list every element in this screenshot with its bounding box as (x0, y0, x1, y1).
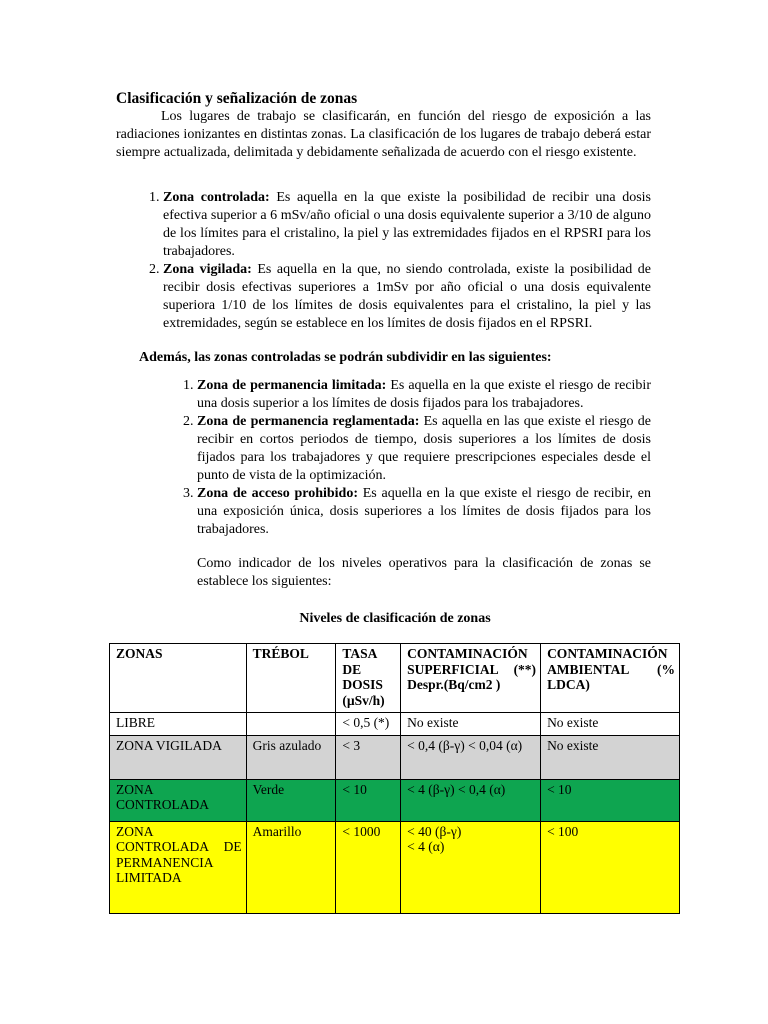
subzone-description: Es aquella en la que existe el riesgo de recibir una dosis superior a los límites de dosis fijados para los trabajadores. (197, 378, 651, 411)
table-row (110, 821, 680, 913)
zone-description: Es aquella en la que existe la posibilidad de recibir una dosis efectiva superior a 6 mSv/año oficial o una dosis equivalente superior a 3/10 de alguno de los límites para el cristalino, la piel y las extremidades fijados en el RPSRI para los trabajadores. (163, 190, 651, 259)
header-contaminacion-superficial: CONTAMINACIÓN SUPERFICIAL (**) Despr.(Bq/cm2 ) (401, 644, 541, 713)
table-cell: Gris azulado (246, 735, 336, 779)
table-cell: < 1000 (336, 821, 401, 913)
table-row (110, 735, 680, 779)
table-cell: No existe (541, 713, 680, 736)
table-cell: < 10 (541, 779, 680, 821)
list-item (163, 261, 651, 333)
section-heading: Clasificación y señalización de zonas (116, 90, 358, 107)
table-cell: Verde (246, 779, 336, 821)
table-header-row (110, 644, 680, 713)
zone-term: Zona vigilada: (163, 262, 252, 277)
zone-term: Zona controlada: (163, 190, 270, 205)
table-row (110, 779, 680, 821)
table-cell: < 40 (β-γ) < 4 (α) (401, 821, 541, 913)
table-cell: < 10 (336, 779, 401, 821)
zones-table (109, 643, 680, 914)
table-title: Niveles de clasificación de zonas (299, 611, 491, 626)
table-cell: < 4 (β-γ) < 0,4 (α) (401, 779, 541, 821)
table-cell: Amarillo (246, 821, 336, 913)
table-cell: < 3 (336, 735, 401, 779)
header-trebol: TRÉBOL (246, 644, 336, 713)
table-cell: < 100 (541, 821, 680, 913)
list-item (197, 485, 651, 539)
subzone-term: Zona de permanencia reglamentada: (197, 414, 420, 429)
header-tasa-dosis: TASA DE DOSIS (µSv/h) (336, 644, 401, 713)
table-cell (246, 713, 336, 736)
subzone-description: Es aquella en las que existe el riesgo de recibir en cortos periodos de tiempo, dosis superiores a los límites de dosis fijados para los trabajadores y que requiere prescripciones especiales desde el punto de vista de la optimización. (197, 414, 651, 483)
table-cell: ZONA CONTROLADA DE PERMANENCIA LIMITADA (110, 821, 247, 913)
zone-list (163, 189, 651, 333)
subzone-description: Es aquella en la que existe el riesgo de recibir, en una exposición única, dosis superiores a los límites de dosis fijados para los trabajadores. (197, 486, 651, 537)
header-contaminacion-ambiental: CONTAMINACIÓN AMBIENTAL (% LDCA) (541, 644, 680, 713)
table-cell: No existe (401, 713, 541, 736)
header-zonas: ZONAS (110, 644, 247, 713)
subzone-term: Zona de acceso prohibido: (197, 486, 358, 501)
subdivision-heading: Además, las zonas controladas se podrán subdividir en las siguientes: (139, 350, 552, 365)
closing-paragraph: Como indicador de los niveles operativos para la clasificación de zonas se establece los siguientes: (197, 556, 651, 589)
table-cell: LIBRE (110, 713, 247, 736)
table-cell: No existe (541, 735, 680, 779)
table-cell: < 0,4 (β-γ) < 0,04 (α) (401, 735, 541, 779)
table-cell: < 0,5 (*) (336, 713, 401, 736)
table-cell: ZONA CONTROLADA (110, 779, 247, 821)
table-cell: ZONA VIGILADA (110, 735, 247, 779)
subzone-term: Zona de permanencia limitada: (197, 378, 387, 393)
subzone-list (197, 377, 651, 539)
list-item (163, 189, 651, 261)
table-row (110, 713, 680, 736)
list-item (197, 413, 651, 485)
zone-description: Es aquella en la que, no siendo controlada, existe la posibilidad de recibir dosis efectivas superiores a 1mSv por año oficial o una dosis equivalente superiora 1/10 de los límites de dosis equivalentes para el cristalino, la piel y las extremidades, según se establece en los límites de dosis fijados en el RPSRI. (163, 262, 651, 331)
intro-paragraph: Los lugares de trabajo se clasificarán, en función del riesgo de exposición a las radiaciones ionizantes en distintas zonas. La clasificación de los lugares de trabajo deberá estar siempre actualizada, delimitada y debidamente señalizada de acuerdo con el riesgo existente. (116, 109, 651, 160)
list-item (197, 377, 651, 413)
